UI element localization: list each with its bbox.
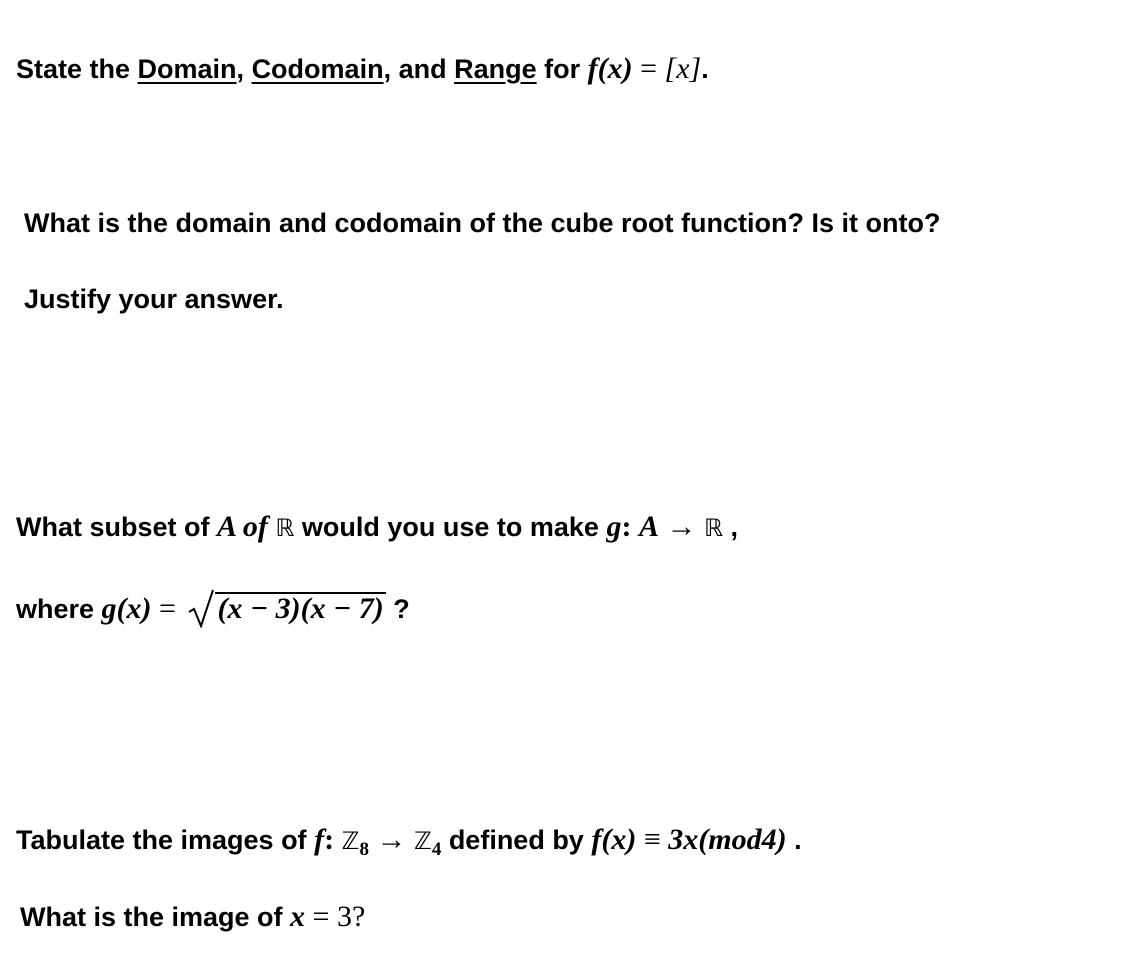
- question-3-line-1: [16, 510, 738, 545]
- question-3-line-2: [16, 592, 410, 626]
- q3-radicand: (x − 3)(x − 7): [217, 592, 384, 625]
- q4-line2-prefix: What is the image of: [20, 902, 291, 932]
- question-4-line-2: [20, 900, 365, 934]
- q4-eq: =: [305, 900, 337, 933]
- question-1: [16, 52, 709, 86]
- q4-end: .: [786, 825, 802, 855]
- sqrt-expression: [187, 592, 385, 626]
- q4-integers-2: ℤ: [413, 827, 432, 855]
- q1-range-term: Range: [454, 54, 537, 84]
- q3-gx: (x): [116, 592, 152, 625]
- q3-g2: g: [101, 592, 117, 625]
- q1-domain-term: Domain: [137, 54, 237, 84]
- q3-question-mark: ?: [385, 594, 410, 624]
- q4-integers: ℤ: [341, 827, 360, 855]
- q4-sub-8: 8: [359, 839, 369, 860]
- q1-fx: (x): [597, 52, 633, 85]
- q1-comma: ,: [236, 54, 252, 84]
- q3-prefix: What subset of: [16, 512, 217, 542]
- question-2-line-2: Justify your answer.: [24, 284, 284, 314]
- q4-f: f: [314, 823, 325, 856]
- q3-colon: :: [621, 510, 639, 543]
- q3-A2: A: [638, 510, 659, 543]
- q4-arrow: →: [368, 823, 414, 856]
- q3-eq: =: [151, 592, 184, 625]
- q1-eq: =: [632, 52, 665, 85]
- q1-prefix: State the: [16, 54, 138, 84]
- q4-equiv: ≡: [636, 823, 669, 856]
- q3-reals-2: ℝ: [703, 514, 723, 542]
- q3-comma: ,: [722, 512, 738, 542]
- q4-expr: 3x(mod4): [668, 823, 787, 856]
- q4-fx: (x): [601, 823, 637, 856]
- q4-x: x: [290, 900, 306, 933]
- q4-val: 3?: [336, 900, 366, 933]
- q3-arrow: →: [658, 510, 704, 543]
- q3-of: of: [235, 510, 276, 543]
- q1-codomain-term: Codomain: [251, 54, 384, 84]
- q1-f: f: [587, 52, 598, 85]
- q3-g: g: [606, 510, 622, 543]
- q4-defined: defined by: [441, 825, 592, 855]
- question-2-line-1: What is the domain and codomain of the cube root function? Is it onto?: [24, 208, 941, 238]
- q3-reals: ℝ: [275, 514, 295, 542]
- q4-sub-4: 4: [431, 839, 442, 860]
- q1-and: , and: [383, 54, 455, 84]
- q3-mid: would you use to make: [294, 512, 607, 542]
- q4-f2: f: [591, 823, 602, 856]
- q1-for: for: [536, 54, 588, 84]
- q1-end: .: [701, 54, 709, 84]
- q4-colon: :: [324, 823, 342, 856]
- q1-floor: [x]: [664, 52, 702, 85]
- q3-where: where: [16, 594, 102, 624]
- radical-sign-icon: [187, 588, 215, 628]
- q4-prefix: Tabulate the images of: [16, 825, 315, 855]
- q3-A: A: [217, 510, 236, 543]
- question-4-line-1: [16, 823, 802, 867]
